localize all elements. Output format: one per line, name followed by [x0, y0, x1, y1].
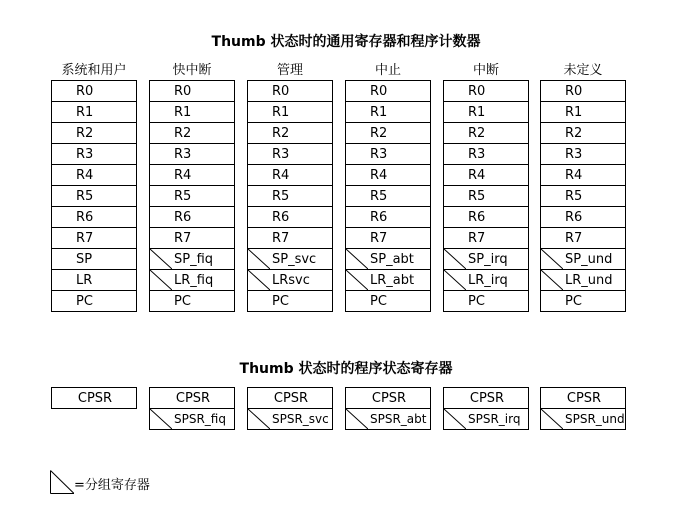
- register-cell: [51, 165, 137, 186]
- register-label: R0: [272, 84, 290, 99]
- register-cell: [247, 291, 333, 312]
- register-cell: [247, 207, 333, 228]
- banked-register-cell: [540, 270, 626, 291]
- banked-register-cell: [443, 270, 529, 291]
- banked-slash-icon: [444, 270, 466, 290]
- register-cell: [149, 291, 235, 312]
- spsr-cell: [540, 409, 626, 430]
- legend: [50, 470, 160, 494]
- register-label: R4: [370, 168, 388, 183]
- register-label: LR: [76, 273, 93, 288]
- register-label: R6: [76, 210, 94, 225]
- register-cell: [443, 207, 529, 228]
- cpsr-cell: [247, 387, 333, 409]
- register-cell: [247, 186, 333, 207]
- mode-header: 快中断: [172, 63, 212, 78]
- register-cell: [149, 207, 235, 228]
- register-cell: [443, 186, 529, 207]
- register-label: R1: [76, 105, 94, 120]
- register-label: SP_svc: [272, 252, 317, 267]
- cpsr-cell: [443, 387, 529, 409]
- spsr-cell: [149, 409, 235, 430]
- register-cell: [51, 186, 137, 207]
- register-label: R6: [565, 210, 583, 225]
- register-label: R2: [272, 126, 290, 141]
- cpsr-cell: [149, 387, 235, 409]
- register-cell: [149, 102, 235, 123]
- register-cell: [247, 228, 333, 249]
- register-cell: [51, 123, 137, 144]
- mode-header: 未定义: [563, 63, 603, 78]
- register-label: R0: [468, 84, 486, 99]
- banked-slash-icon: [444, 409, 466, 429]
- banked-slash-icon: [150, 409, 172, 429]
- register-label: R5: [565, 189, 583, 204]
- register-label: R4: [565, 168, 583, 183]
- register-cell: [247, 102, 333, 123]
- register-label: R5: [174, 189, 192, 204]
- register-cell: [540, 291, 626, 312]
- register-cell: [443, 291, 529, 312]
- banked-slash-icon: [346, 409, 368, 429]
- register-label: R7: [565, 231, 583, 246]
- banked-register-cell: [443, 249, 529, 270]
- register-label: PC: [174, 294, 191, 309]
- register-label: R1: [174, 105, 192, 120]
- cpsr-label: CPSR: [469, 391, 505, 406]
- register-cell: [51, 228, 137, 249]
- spsr-label: SPSR_und: [565, 412, 625, 426]
- register-label: R0: [565, 84, 583, 99]
- banked-slash-icon: [541, 270, 563, 290]
- register-cell: [51, 144, 137, 165]
- banked-slash-icon: [150, 270, 172, 290]
- register-cell: [443, 123, 529, 144]
- banked-register-icon: [50, 470, 74, 494]
- register-label: R7: [174, 231, 192, 246]
- register-label: R5: [370, 189, 388, 204]
- cpsr-cell: [540, 387, 626, 409]
- register-label: R2: [565, 126, 583, 141]
- mode-header: 中断: [472, 63, 499, 78]
- register-cell: [540, 165, 626, 186]
- register-label: R7: [468, 231, 486, 246]
- register-label: R6: [468, 210, 486, 225]
- register-cell: [345, 186, 431, 207]
- register-label: R2: [370, 126, 388, 141]
- banked-slash-icon: [248, 270, 270, 290]
- mode-column: [540, 62, 626, 312]
- register-label: PC: [76, 294, 93, 309]
- spsr-cell: [247, 409, 333, 430]
- register-cell: [51, 270, 137, 291]
- register-label: R2: [468, 126, 486, 141]
- spsr-label: SPSR_abt: [370, 412, 427, 426]
- register-label: R4: [468, 168, 486, 183]
- register-label: R2: [76, 126, 94, 141]
- register-label: R5: [272, 189, 290, 204]
- banked-slash-icon: [346, 270, 368, 290]
- register-cell: [51, 207, 137, 228]
- register-label: R5: [76, 189, 94, 204]
- status-register-column: [51, 387, 137, 409]
- register-cell: [149, 186, 235, 207]
- legend-label: =分组寄存器: [74, 478, 150, 493]
- register-label: LR_abt: [370, 273, 415, 288]
- register-cell: [443, 80, 529, 102]
- mode-column: [443, 62, 529, 312]
- register-label: R7: [76, 231, 94, 246]
- register-label: R3: [370, 147, 388, 162]
- status-registers-title: Thumb 状态时的程序状态寄存器: [239, 361, 453, 377]
- banked-slash-icon: [150, 249, 172, 269]
- register-label: R4: [174, 168, 192, 183]
- banked-register-cell: [345, 249, 431, 270]
- register-cell: [540, 102, 626, 123]
- banked-slash-icon: [541, 409, 563, 429]
- register-label: R3: [76, 147, 94, 162]
- register-cell: [345, 144, 431, 165]
- register-label: R0: [370, 84, 388, 99]
- cpsr-label: CPSR: [175, 391, 211, 406]
- status-register-column: [540, 387, 626, 430]
- register-label: R3: [272, 147, 290, 162]
- mode-header: 管理: [276, 63, 303, 78]
- register-label: R1: [370, 105, 388, 120]
- register-cell: [443, 228, 529, 249]
- register-label: R0: [174, 84, 192, 99]
- register-cell: [443, 102, 529, 123]
- register-label: R3: [174, 147, 192, 162]
- register-label: R4: [76, 168, 94, 183]
- register-cell: [540, 228, 626, 249]
- register-cell: [345, 123, 431, 144]
- register-label: PC: [468, 294, 485, 309]
- register-label: LR_fiq: [174, 273, 214, 288]
- register-label: PC: [370, 294, 387, 309]
- status-register-column: [345, 387, 431, 430]
- register-label: R6: [272, 210, 290, 225]
- register-label: R1: [468, 105, 486, 120]
- mode-column: [345, 62, 431, 312]
- register-label: LRsvc: [272, 273, 310, 288]
- register-cell: [247, 80, 333, 102]
- register-label: LR_irq: [468, 273, 508, 288]
- banked-slash-icon: [248, 409, 270, 429]
- banked-register-cell: [247, 270, 333, 291]
- register-label: R6: [370, 210, 388, 225]
- general-registers-title: Thumb 状态时的通用寄存器和程序计数器: [211, 34, 481, 50]
- banked-slash-icon: [346, 249, 368, 269]
- register-label: SP_irq: [468, 252, 508, 267]
- register-cell: [51, 80, 137, 102]
- cpsr-label: CPSR: [566, 391, 602, 406]
- register-cell: [540, 144, 626, 165]
- cpsr-cell: [345, 387, 431, 409]
- register-cell: [540, 207, 626, 228]
- status-register-column: [149, 387, 235, 430]
- mode-column: [149, 62, 235, 312]
- register-cell: [149, 228, 235, 249]
- register-label: R0: [76, 84, 94, 99]
- register-cell: [247, 165, 333, 186]
- banked-register-cell: [149, 270, 235, 291]
- register-label: R5: [468, 189, 486, 204]
- register-cell: [149, 144, 235, 165]
- banked-slash-icon: [248, 249, 270, 269]
- register-cell: [540, 80, 626, 102]
- register-cell: [51, 102, 137, 123]
- register-cell: [540, 123, 626, 144]
- register-label: PC: [272, 294, 289, 309]
- register-label: SP_abt: [370, 252, 414, 267]
- cpsr-label: CPSR: [371, 391, 407, 406]
- banked-slash-icon: [444, 249, 466, 269]
- register-label: R4: [272, 168, 290, 183]
- cpsr-cell: [51, 387, 137, 409]
- register-cell: [149, 165, 235, 186]
- register-cell: [345, 291, 431, 312]
- status-register-column: [247, 387, 333, 430]
- spsr-label: SPSR_irq: [468, 412, 521, 426]
- register-label: R1: [565, 105, 583, 120]
- mode-header: 系统和用户: [61, 63, 127, 78]
- register-cell: [149, 123, 235, 144]
- register-label: R6: [174, 210, 192, 225]
- register-cell: [247, 123, 333, 144]
- register-cell: [51, 291, 137, 312]
- mode-header: 中止: [374, 63, 401, 78]
- register-cell: [345, 165, 431, 186]
- cpsr-label: CPSR: [77, 391, 113, 406]
- register-cell: [345, 102, 431, 123]
- banked-register-cell: [247, 249, 333, 270]
- register-cell: [345, 80, 431, 102]
- register-label: R7: [370, 231, 388, 246]
- banked-slash-icon: [541, 249, 563, 269]
- spsr-label: SPSR_fiq: [174, 412, 226, 426]
- register-label: SP: [76, 252, 93, 267]
- register-label: R2: [174, 126, 192, 141]
- register-label: SP_fiq: [174, 252, 214, 267]
- register-cell: [443, 165, 529, 186]
- register-label: LR_und: [565, 273, 613, 288]
- spsr-label: SPSR_svc: [272, 412, 329, 426]
- register-cell: [149, 80, 235, 102]
- status-register-column: [443, 387, 529, 430]
- register-cell: [247, 144, 333, 165]
- banked-register-cell: [149, 249, 235, 270]
- register-label: R7: [272, 231, 290, 246]
- register-label: PC: [565, 294, 582, 309]
- register-cell: [345, 228, 431, 249]
- register-label: R3: [468, 147, 486, 162]
- mode-column: [51, 62, 137, 312]
- register-cell: [540, 186, 626, 207]
- register-label: R3: [565, 147, 583, 162]
- cpsr-label: CPSR: [273, 391, 309, 406]
- register-label: SP_und: [565, 252, 613, 267]
- register-cell: [443, 144, 529, 165]
- banked-register-cell: [540, 249, 626, 270]
- spsr-cell: [345, 409, 431, 430]
- register-label: R1: [272, 105, 290, 120]
- register-cell: [345, 207, 431, 228]
- register-cell: [51, 249, 137, 270]
- banked-register-cell: [345, 270, 431, 291]
- spsr-cell: [443, 409, 529, 430]
- mode-column: [247, 62, 333, 312]
